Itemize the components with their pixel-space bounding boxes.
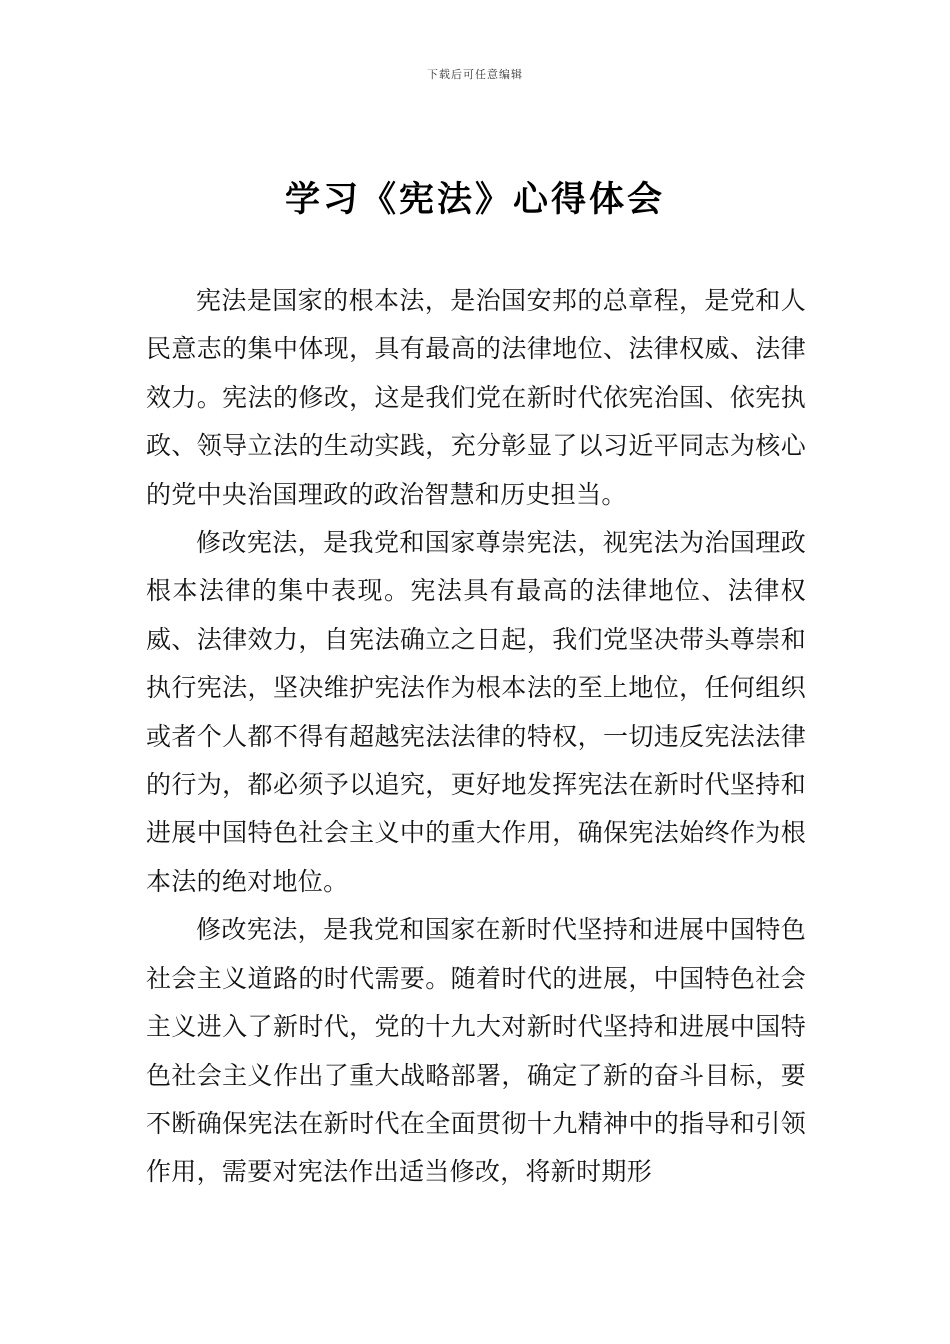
paragraph-1: 宪法是国家的根本法，是治国安邦的总章程，是党和人民意志的集中体现，具有最高的法律地位、法律权威、法律效力。宪法的修改，这是我们党在新时代依宪治国、依宪执政、领导立法的生动实践，充分彰显了以习近平同志为核心的党中央治国理政的政治智慧和历史担当。 xyxy=(146,286,806,509)
document-body xyxy=(146,277,806,1197)
paragraph-2: 修改宪法，是我党和国家尊崇宪法，视宪法为治国理政根本法律的集中表现。宪法具有最高的法律地位、法律权威、法律效力，自宪法确立之日起，我们党坚决带头尊崇和执行宪法，坚决维护宪法作为根本法的至上地位，任何组织或者个人都不得有超越宪法法律的特权，一切违反宪法法律的行为，都必须予以追究，更好地发挥宪法在新时代坚持和进展中国特色社会主义中的重大作用，确保宪法始终作为根本法的绝对地位。 xyxy=(146,528,806,896)
document-title: 学习《宪法》心得体会 xyxy=(284,179,665,220)
paragraph-3: 修改宪法，是我党和国家在新时代坚持和进展中国特色社会主义道路的时代需要。随着时代的进展，中国特色社会主义进入了新时代，党的十九大对新时代坚持和进展中国特色社会主义作出了重大战略部署，确定了新的奋斗目标，要不断确保宪法在新时代在全面贯彻十九精神中的指导和引领作用，需要对宪法作出适当修改，将新时期形 xyxy=(146,915,806,1187)
header-note: 下载后可任意编辑 xyxy=(427,68,523,81)
